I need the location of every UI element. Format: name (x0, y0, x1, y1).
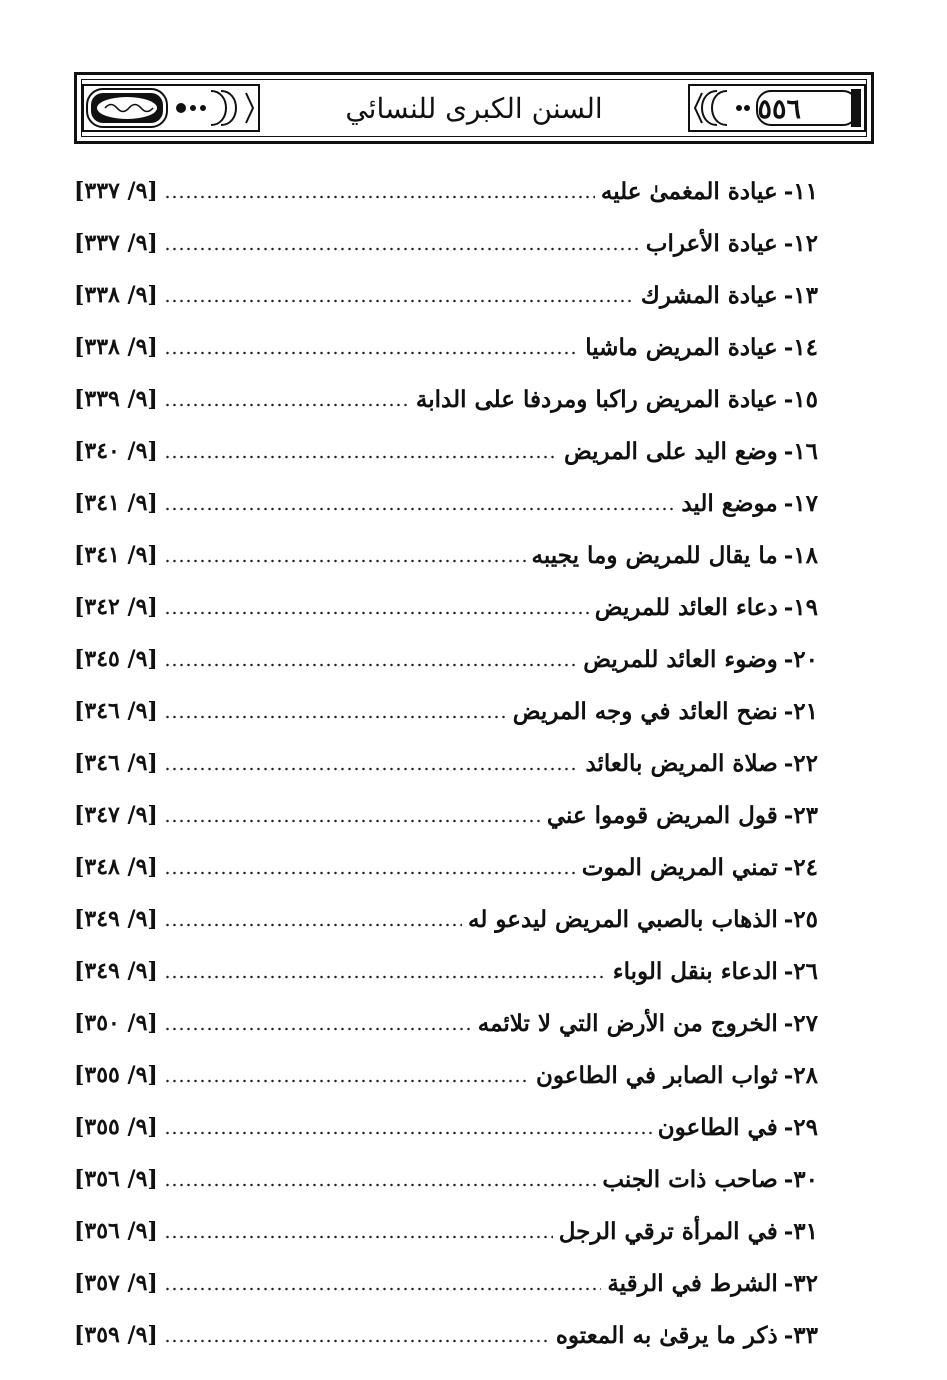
entry-reference: [٩/ ٣٣٧] (74, 178, 158, 204)
entry-reference: [٩/ ٣٥٩] (74, 1322, 158, 1348)
entry-number: ١٦- (783, 437, 818, 465)
dot-leader (164, 713, 507, 721)
entry-title: الذهاب بالصبي المريض ليدعو له (468, 905, 778, 933)
entry-title: في المرأة ترقي الرجل (558, 1217, 778, 1245)
dot-leader (164, 1129, 652, 1137)
entry-title: عيادة الأعراب (645, 229, 778, 257)
dot-leader (164, 453, 558, 461)
dot-leader (164, 349, 579, 357)
entry-reference: [٩/ ٣٤٧] (74, 802, 158, 828)
toc-entry (74, 1101, 818, 1153)
entry-number: ٢٥- (783, 905, 818, 933)
entry-reference: [٩/ ٣٤٩] (74, 906, 158, 932)
toc-entry (74, 789, 818, 841)
dot-leader (164, 973, 607, 981)
entry-title: ما يقال للمريض وما يجيبه (531, 541, 778, 569)
page-number: ٥٥٦ (757, 93, 801, 125)
dot-leader (164, 401, 410, 409)
toc-entry (74, 581, 818, 633)
toc-entry (74, 633, 818, 685)
entry-title: موضع اليد (681, 489, 778, 517)
dot-leader (164, 557, 526, 565)
entry-reference: [٩/ ٣٤٦] (74, 750, 158, 776)
toc-entry (74, 425, 818, 477)
dot-leader (164, 765, 580, 773)
toc-entry (74, 321, 818, 373)
toc-entry (74, 165, 818, 217)
toc-entry (74, 1205, 818, 1257)
toc-list (74, 165, 818, 1361)
entry-reference: [٩/ ٣٤١] (74, 490, 158, 516)
toc-entry (74, 217, 818, 269)
entry-title: عيادة المريض ماشيا (585, 333, 778, 361)
entry-number: ٢٢- (783, 749, 818, 777)
page-header-title: السنن الكبرى للنسائي (345, 91, 603, 125)
dot-leader (164, 245, 640, 253)
entry-title: وضوء العائد للمريض (583, 645, 778, 673)
toc-entry (74, 477, 818, 529)
entry-title: ثواب الصابر في الطاعون (536, 1061, 778, 1089)
toc-entry (74, 945, 818, 997)
dot-leader (164, 1181, 596, 1189)
entry-title: عيادة المغمىٰ عليه (600, 177, 778, 205)
entry-reference: [٩/ ٣٥٠] (74, 1010, 158, 1036)
entry-number: ٣٢- (783, 1269, 818, 1297)
entry-title: الشرط في الرقية (607, 1269, 778, 1297)
entry-reference: [٩/ ٣٥٥] (74, 1062, 158, 1088)
entry-number: ١٨- (783, 541, 818, 569)
entry-number: ٢٤- (783, 853, 818, 881)
toc-entry (74, 1049, 818, 1101)
dot-leader (164, 1337, 550, 1345)
entry-number: ٣٠- (783, 1165, 818, 1193)
entry-title: صاحب ذات الجنب (602, 1165, 778, 1193)
entry-reference: [٩/ ٣٤٨] (74, 854, 158, 880)
entry-reference: [٩/ ٣٤١] (74, 542, 158, 568)
entry-reference: [٩/ ٣٤٢] (74, 594, 158, 620)
entry-number: ١٧- (783, 489, 818, 517)
dot-leader (164, 609, 589, 617)
dot-leader (164, 1233, 553, 1241)
entry-title: قول المريض قوموا عني (546, 801, 778, 829)
entry-title: وضع اليد على المريض (563, 437, 778, 465)
entry-title: تمني المريض الموت (581, 853, 778, 881)
entry-number: ١٣- (783, 281, 818, 309)
toc-entry (74, 737, 818, 789)
entry-reference: [٩/ ٣٥٧] (74, 1270, 158, 1296)
entry-reference: [٩/ ٣٣٨] (74, 282, 158, 308)
dot-leader (164, 661, 577, 669)
entry-number: ٢٣- (783, 801, 818, 829)
dot-leader (164, 505, 676, 513)
toc-entry (74, 1153, 818, 1205)
entry-reference: [٩/ ٣٣٨] (74, 334, 158, 360)
toc-entry (74, 269, 818, 321)
entry-title: الدعاء بنقل الوباء (612, 957, 778, 985)
dot-leader (164, 1285, 601, 1293)
entry-title: ذكر ما يرقىٰ به المعتوه (555, 1321, 778, 1349)
entry-title: نضح العائد في وجه المريض (512, 697, 778, 725)
entry-reference: [٩/ ٣٤٥] (74, 646, 158, 672)
dot-leader (164, 921, 462, 929)
entry-number: ١٩- (783, 593, 818, 621)
entry-reference: [٩/ ٣٣٩] (74, 386, 158, 412)
dot-leader (164, 193, 595, 201)
entry-reference: [٩/ ٣٥٥] (74, 1114, 158, 1140)
entry-reference: [٩/ ٣٥٦] (74, 1218, 158, 1244)
entry-title: عيادة المريض راكبا ومردفا على الدابة (415, 385, 778, 413)
entry-reference: [٩/ ٣٣٧] (74, 230, 158, 256)
entry-number: ٣١- (783, 1217, 818, 1245)
entry-reference: [٩/ ٣٥٦] (74, 1166, 158, 1192)
entry-title: الخروج من الأرض التي لا تلائمه (477, 1009, 778, 1037)
toc-entry (74, 893, 818, 945)
entry-number: ٢٧- (783, 1009, 818, 1037)
entry-number: ٣٣- (783, 1321, 818, 1349)
entry-number: ٢١- (783, 697, 818, 725)
dot-leader (164, 1025, 472, 1033)
entry-number: ١٢- (783, 229, 818, 257)
entry-reference: [٩/ ٣٤٦] (74, 698, 158, 724)
dot-leader (164, 297, 635, 305)
entry-number: ١١- (783, 177, 818, 205)
toc-entry (74, 1309, 818, 1361)
toc-entry (74, 685, 818, 737)
entry-reference: [٩/ ٣٤٠] (74, 438, 158, 464)
dot-leader (164, 869, 576, 877)
entry-number: ١٤- (783, 333, 818, 361)
entry-title: عيادة المشرك (640, 281, 778, 309)
entry-number: ٢٦- (783, 957, 818, 985)
entry-number: ١٥- (783, 385, 818, 413)
entry-number: ٢٨- (783, 1061, 818, 1089)
entry-number: ٢٠- (783, 645, 818, 673)
toc-entry (74, 841, 818, 893)
entry-number: ٢٩- (783, 1113, 818, 1141)
toc-entry (74, 373, 818, 425)
toc-entry (74, 1257, 818, 1309)
entry-title: صلاة المريض بالعائد (585, 749, 778, 777)
header-emblem-icon (81, 83, 261, 133)
toc-entry (74, 997, 818, 1049)
dot-leader (164, 817, 541, 825)
entry-title: دعاء العائد للمريض (594, 593, 778, 621)
toc-entry (74, 529, 818, 581)
dot-leader (164, 1077, 530, 1085)
page-header (74, 72, 874, 144)
entry-reference: [٩/ ٣٤٩] (74, 958, 158, 984)
entry-title: في الطاعون (657, 1113, 778, 1141)
